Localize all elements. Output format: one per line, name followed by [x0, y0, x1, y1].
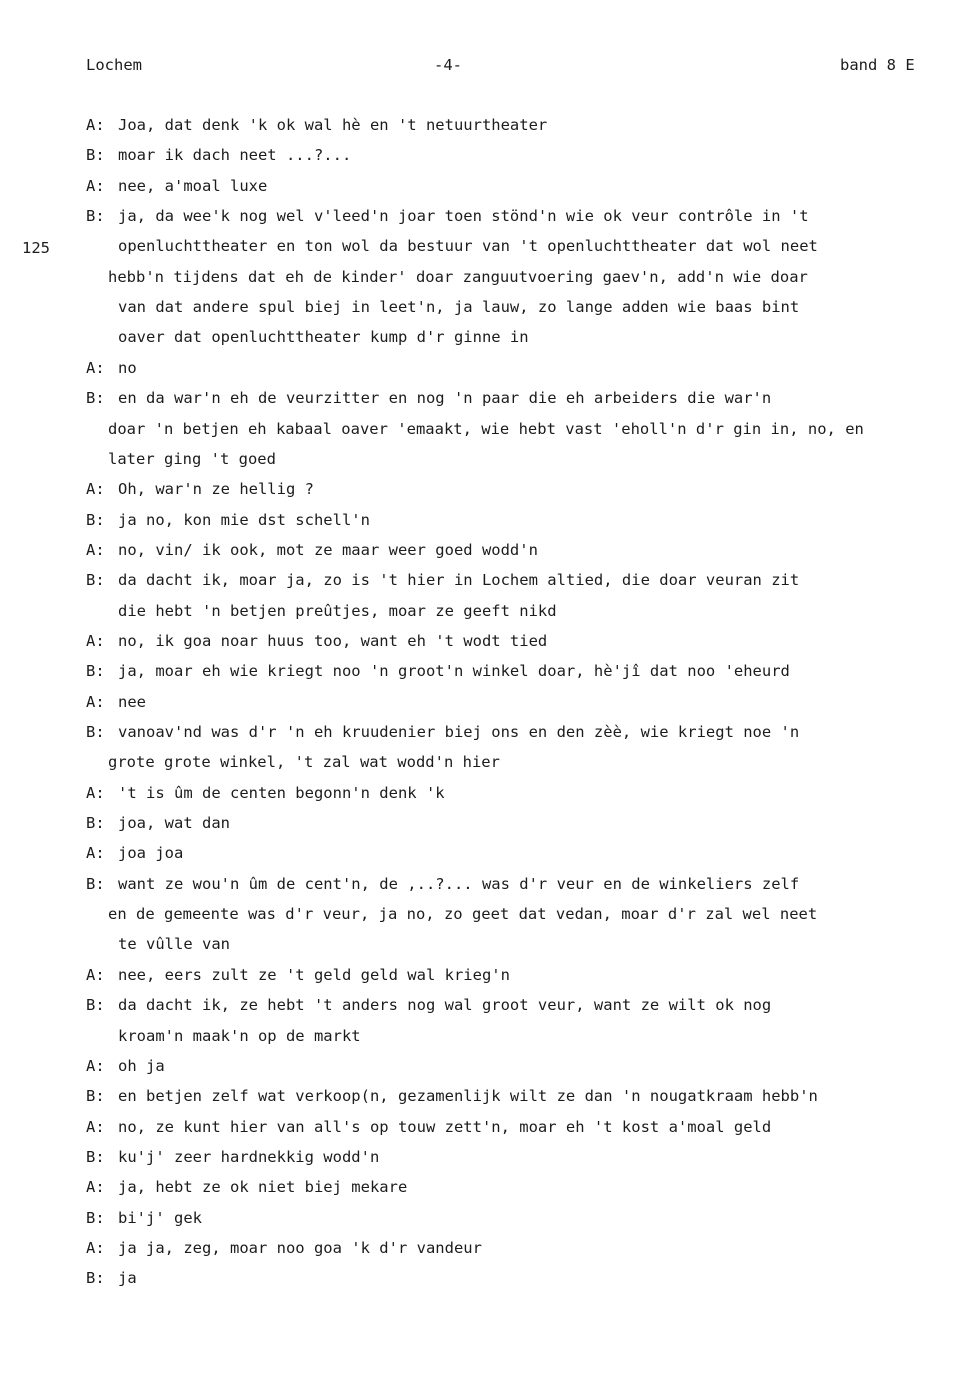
speaker-label: A:: [86, 116, 105, 134]
utterance-text: joa joa: [118, 844, 184, 863]
margin-line-number: 125: [22, 239, 50, 257]
utterance-text: en da war'n eh de veurzitter en nog 'n paar die eh arbeiders die war'n: [118, 389, 772, 408]
utterance-text: no, vin/ ik ook, mot ze maar weer goed wodd'n: [118, 540, 538, 559]
speaker-label: B:: [86, 874, 105, 893]
utterance-text: kroam'n maak'n op de markt: [118, 1026, 361, 1045]
utterance-text: doar 'n betjen eh kabaal oaver 'emaakt, wie hebt vast 'eholl'n d'r gin in, no, en: [108, 419, 864, 438]
speaker-label: A:: [86, 844, 105, 863]
utterance-text: vanoav'nd was d'r 'n eh kruudenier biej ons en den zèè, wie kriegt noe 'n: [118, 723, 800, 741]
utterance-text: want ze wou'n ûm de cent'n, de ,..?... was d'r veur en de winkeliers zelf: [118, 874, 800, 893]
utterance-text: 't is ûm de centen begonn'n denk 'k: [118, 783, 445, 802]
speaker-label: A:: [86, 1178, 105, 1197]
speaker-label: B:: [86, 389, 105, 408]
speaker-label: A:: [86, 1238, 105, 1257]
header-location: Lochem: [86, 56, 142, 74]
speaker-label: A:: [86, 540, 105, 559]
speaker-label: A:: [86, 783, 105, 802]
speaker-label: B:: [86, 996, 105, 1015]
utterance-text: da dacht ik, ze hebt 't anders nog wal groot veur, want ze wilt ok nog: [118, 996, 772, 1015]
speaker-label: A:: [86, 480, 105, 499]
page-number: -4-: [434, 56, 462, 74]
utterance-text: oh ja: [118, 1056, 165, 1075]
utterance-text: nee, eers zult ze 't geld geld wal krieg'n: [118, 965, 510, 984]
speaker-label: A:: [86, 358, 105, 377]
utterance-text: van dat andere spul biej in leet'n, ja lauw, zo lange adden wie baas bint: [118, 298, 800, 317]
speaker-label: B:: [86, 1087, 105, 1106]
utterance-text: no, ze kunt hier van all's op touw zett'n, moar eh 't kost a'moal geld: [118, 1117, 772, 1136]
utterance-text: joa, wat dan: [118, 814, 230, 833]
header-tape: band 8 E: [840, 56, 915, 74]
speaker-label: A:: [86, 1056, 105, 1075]
utterance-text: grote grote winkel, 't zal wat wodd'n hier: [108, 753, 500, 772]
utterance-text: ja no, kon mie dst schell'n: [118, 510, 370, 529]
utterance-text: no: [118, 358, 137, 377]
utterance-text: en betjen zelf wat verkoop(n, gezamenlijk wilt ze dan 'n nougatkraam hebb'n: [118, 1087, 818, 1106]
speaker-label: B:: [86, 510, 105, 529]
speaker-label: B:: [86, 146, 105, 165]
utterance-text: die hebt 'n betjen preûtjes, moar ze geeft nikd: [118, 601, 557, 620]
utterance-text: ja, da wee'k nog wel v'leed'n joar toen stönd'n wie ok veur contrôle in 't: [118, 207, 809, 226]
speaker-label: B:: [86, 1147, 105, 1166]
utterance-text: ku'j' zeer hardnekkig wodd'n: [118, 1147, 380, 1166]
utterance-text: later ging 't goed: [108, 449, 276, 468]
utterance-text: ja, moar eh wie kriegt noo 'n groot'n winkel doar, hè'jî dat noo 'eheurd: [118, 662, 790, 681]
utterance-text: ja, hebt ze ok niet biej mekare: [118, 1178, 408, 1197]
speaker-label: B:: [86, 814, 105, 833]
speaker-label: B:: [86, 662, 105, 681]
utterance-text: nee: [118, 692, 146, 711]
speaker-label: B:: [86, 1269, 105, 1288]
utterance-text: bi'j' gek: [118, 1208, 202, 1227]
utterance-text: te vûlle van: [118, 935, 230, 954]
utterance-text: openluchttheater en ton wol da bestuur van 't openluchttheater dat wol neet: [118, 237, 818, 256]
utterance-text: no, ik goa noar huus too, want eh 't wodt tied: [118, 631, 548, 650]
speaker-label: A:: [86, 1117, 105, 1136]
speaker-label: B:: [86, 207, 105, 226]
utterance-text: ja ja, zeg, moar noo goa 'k d'r vandeur: [118, 1238, 482, 1257]
speaker-label: B:: [86, 723, 105, 741]
speaker-label: B:: [86, 571, 105, 590]
utterance-text: en de gemeente was d'r veur, ja no, zo geet dat vedan, moar d'r zal wel neet: [108, 905, 818, 924]
utterance-text: nee, a'moal luxe: [118, 176, 268, 195]
speaker-label: A:: [86, 631, 105, 650]
speaker-label: B:: [86, 1208, 105, 1227]
utterance-text: oaver dat openluchttheater kump d'r ginne in: [118, 328, 529, 347]
utterance-text: ja: [118, 1269, 137, 1288]
utterance-text: moar ik dach neet ...?...: [118, 146, 352, 165]
utterance-text: da dacht ik, moar ja, zo is 't hier in Lochem altied, die doar veuran zit: [118, 571, 800, 590]
speaker-label: A:: [86, 965, 105, 984]
utterance-text: hebb'n tijdens dat eh de kinder' doar zanguutvoering gaev'n, add'n wie doar: [108, 267, 808, 286]
utterance-text: Oh, war'n ze hellig ?: [118, 480, 314, 499]
speaker-label: A:: [86, 176, 105, 195]
speaker-label: A:: [86, 692, 105, 711]
utterance-text: Joa, dat denk 'k ok wal hè en 't netuurtheater: [118, 116, 548, 134]
